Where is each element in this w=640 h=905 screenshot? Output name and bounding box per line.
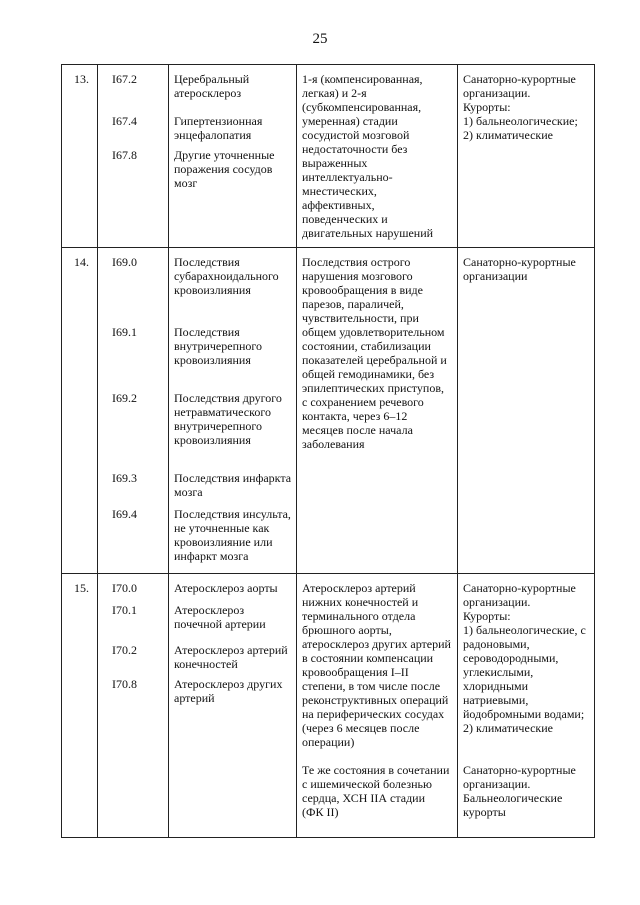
organization-text: Санаторно-курортные организации. Бальнеологические курорты bbox=[463, 763, 576, 819]
diagnosis-name: Атеросклероз почечной артерии bbox=[174, 603, 266, 631]
diagnosis-name: Гипертензионная энцефалопатия bbox=[174, 114, 263, 142]
condition-text: Те же состояния в сочетании с ишемической болезнью сердца, ХСН IIА стадии (ФК II) bbox=[302, 763, 450, 819]
diagnosis-name: Другие уточненные поражения сосудов мозг bbox=[174, 148, 275, 190]
condition-cell bbox=[297, 574, 458, 838]
icd-code: I67.8 bbox=[112, 148, 137, 162]
organization-cell bbox=[458, 574, 595, 838]
row-number: 14. bbox=[74, 255, 89, 269]
icd-code: I70.1 bbox=[112, 603, 137, 617]
icd-code-cell bbox=[98, 65, 169, 248]
icd-code: I69.3 bbox=[112, 471, 137, 485]
diagnosis-name: Церебральный атеросклероз bbox=[174, 72, 250, 100]
diagnosis-cell bbox=[169, 65, 297, 248]
diagnosis-cell bbox=[169, 248, 297, 574]
icd-code: I69.2 bbox=[112, 391, 137, 405]
table-row bbox=[62, 65, 595, 248]
diagnosis-name: Атеросклероз аорты bbox=[174, 581, 278, 595]
icd-code: I69.0 bbox=[112, 255, 137, 269]
diagnosis-name: Последствия субарахноидального кровоизлияния bbox=[174, 255, 279, 297]
icd-code-cell bbox=[98, 248, 169, 574]
icd-code: I70.8 bbox=[112, 677, 137, 691]
diagnosis-name: Атеросклероз других артерий bbox=[174, 677, 283, 705]
diagnosis-name: Последствия инсульта, не уточненные как кровоизлияние или инфаркт мозга bbox=[174, 507, 291, 563]
row-number-cell bbox=[62, 574, 98, 838]
row-number-cell bbox=[62, 248, 98, 574]
organization-text: Санаторно-курортные организации bbox=[463, 255, 576, 283]
icd-code: I69.1 bbox=[112, 325, 137, 339]
organization-text: Санаторно-курортные организации. Курорты: 1) бальнеологические, с радоновыми, сероводородными, углекислыми, хлоридными натриевыми, йодобромными водами; 2) климатические bbox=[463, 581, 586, 735]
condition-cell bbox=[297, 65, 458, 248]
diagnosis-name: Последствия инфаркта мозга bbox=[174, 471, 292, 499]
icd-code-cell bbox=[98, 574, 169, 838]
condition-text: 1-я (компенсированная, легкая) и 2-я (субкомпенсированная, умеренная) стадии сосудистой мозговой недостаточности без выраженных интеллектуально- мнестических, аффективных, поведенческих и двигательных нарушений bbox=[302, 72, 434, 240]
organization-cell bbox=[458, 248, 595, 574]
row-number: 15. bbox=[74, 581, 89, 595]
icd-code: I69.4 bbox=[112, 507, 137, 521]
icd-code: I67.4 bbox=[112, 114, 137, 128]
diagnosis-name: Последствия другого нетравматического внутричерепного кровоизлияния bbox=[174, 391, 282, 447]
icd-code: I70.0 bbox=[112, 581, 137, 595]
sanatorium-indications-table bbox=[61, 64, 595, 838]
condition-text: Атеросклероз артерий нижних конечностей и терминального отдела брюшного аорты, атеросклероз других артерий в состоянии компенсации кровообращения I–II степени, в том числе после реконструктивных операций на периферических сосудах (через 6 месяцев после операции) bbox=[302, 581, 451, 749]
condition-text: Последствия острого нарушения мозгового кровообращения в виде парезов, параличей, чувствительности, при общем удовлетворительном состоянии, стабилизации показателей церебральной и общей гемодинамики, без эпилептических приступов, с сохранением речевого контакта, через 6–12 месяцев после начала заболевания bbox=[302, 255, 447, 451]
page-number: 25 bbox=[312, 31, 328, 47]
row-number-cell bbox=[62, 65, 98, 248]
icd-code: I67.2 bbox=[112, 72, 137, 86]
table-row bbox=[62, 248, 595, 574]
organization-cell bbox=[458, 65, 595, 248]
icd-code: I70.2 bbox=[112, 643, 137, 657]
diagnosis-name: Атеросклероз артерий конечностей bbox=[174, 643, 288, 671]
condition-cell bbox=[297, 248, 458, 574]
table-row bbox=[62, 574, 595, 838]
row-number: 13. bbox=[74, 72, 89, 86]
organization-text: Санаторно-курортные организации. Курорты: 1) бальнеологические; 2) климатические bbox=[463, 72, 578, 142]
diagnosis-name: Последствия внутричерепного кровоизлияния bbox=[174, 325, 263, 367]
diagnosis-cell bbox=[169, 574, 297, 838]
